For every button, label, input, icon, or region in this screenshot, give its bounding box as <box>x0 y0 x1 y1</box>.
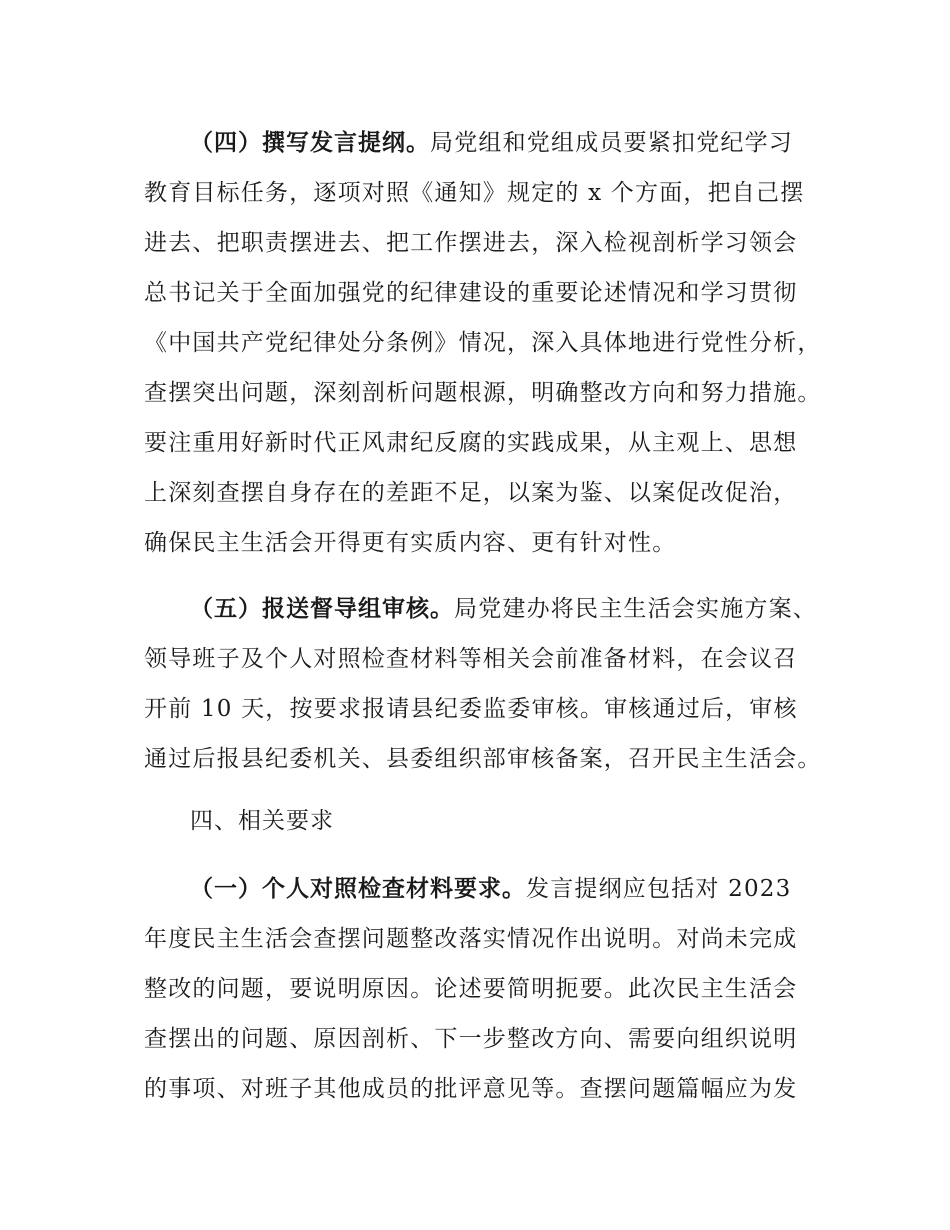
item-lead-1: （一）个人对照检查材料要求。 <box>190 876 526 902</box>
section-lead-5: （五）报送督导组审核。 <box>190 596 454 622</box>
paragraph-line: 进去、把职责摆进去、把工作摆进去，深入检视剖析学习领会 <box>144 230 798 256</box>
paragraph-line: 整改的问题，要说明原因。论述要简明扼要。此次民主生活会 <box>144 976 798 1002</box>
paragraph-line: 上深刻查摆自身存在的差距不足，以案为鉴、以案促改促治， <box>144 480 798 506</box>
paragraph-line: 的事项、对班子其他成员的批评意见等。查摆问题篇幅应为发 <box>144 1076 798 1102</box>
paragraph-text: 局党建办将民主生活会实施方案、 <box>454 596 817 622</box>
paragraph-line: 年度民主生活会查摆问题整改落实情况作出说明。对尚未完成 <box>144 926 798 952</box>
paragraph-line: 开前 10 天，按要求报请县纪委监委审核。审核通过后，审核 <box>144 696 798 722</box>
paragraph-line: 查摆突出问题，深刻剖析问题根源，明确整改方向和努力措施。 <box>144 380 822 406</box>
paragraph-line: 要注重用好新时代正风肃纪反腐的实践成果，从主观上、思想 <box>144 430 798 456</box>
paragraph-line: 通过后报县纪委机关、县委组织部审核备案，召开民主生活会。 <box>144 746 822 772</box>
paragraph-line: 确保民主生活会开得更有实质内容、更有针对性。 <box>144 530 677 556</box>
section-heading: 四、相关要求 <box>190 808 334 834</box>
paragraph-text: 局党组和党组成员要紧扣党纪学习 <box>430 130 793 156</box>
paragraph-line: 领导班子及个人对照检查材料等相关会前准备材料，在会议召 <box>144 646 798 672</box>
paragraph-line: 《中国共产党纪律处分条例》情况，深入具体地进行党性分析， <box>144 330 822 356</box>
paragraph-text: 发言提纲应包括对 2023 <box>526 876 792 902</box>
paragraph-line <box>190 874 791 904</box>
paragraph-line: 总书记关于全面加强党的纪律建设的重要论述情况和学习贯彻 <box>144 280 798 306</box>
paragraph-line: 查摆出的问题、原因剖析、下一步整改方向、需要向组织说明 <box>144 1026 798 1052</box>
paragraph-line: 教育目标任务，逐项对照《通知》规定的 x 个方面，把自己摆 <box>144 180 805 206</box>
paragraph-line <box>190 128 793 158</box>
paragraph-line <box>190 594 817 624</box>
section-lead-4: （四）撰写发言提纲。 <box>190 130 430 156</box>
